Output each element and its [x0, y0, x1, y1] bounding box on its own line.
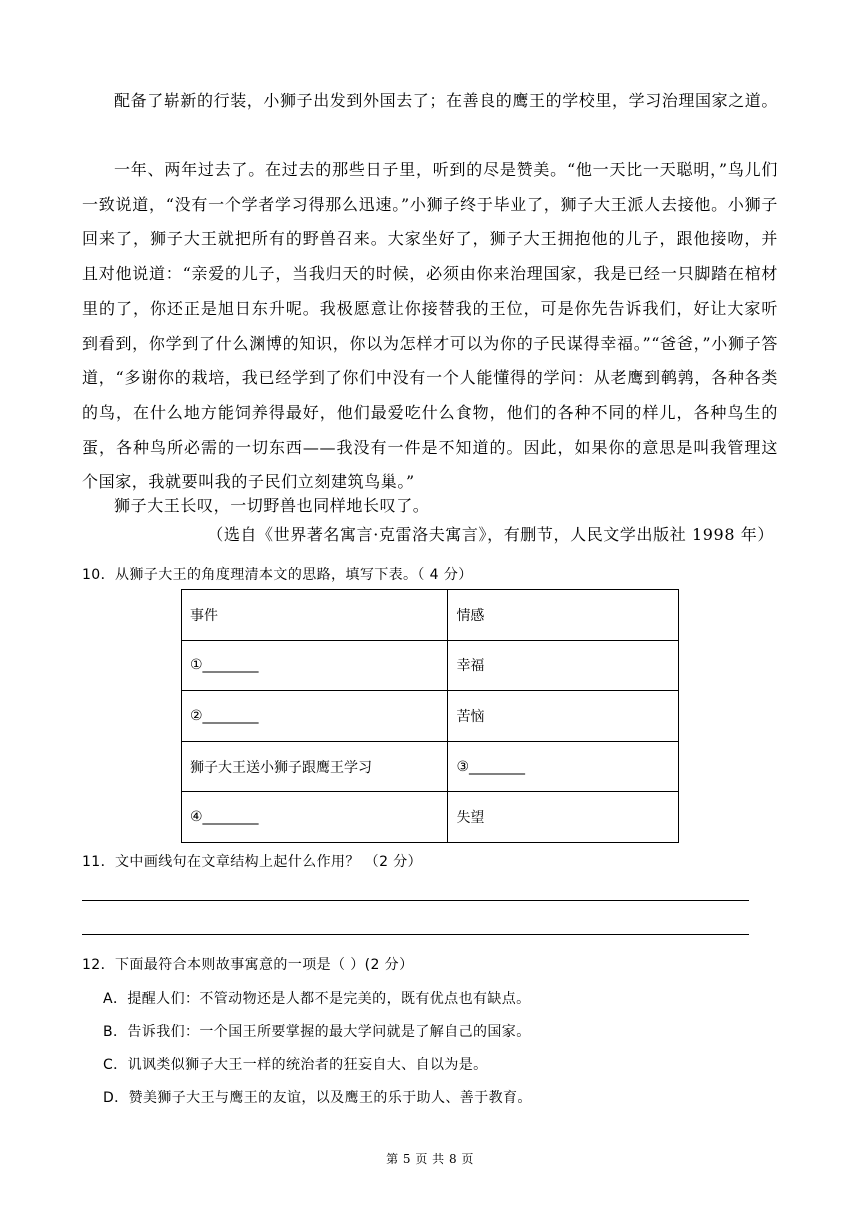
passage-paragraph-3: 狮子大王长叹，一切野兽也同样地长叹了。	[114, 496, 430, 515]
question-11-answer-line-1[interactable]	[82, 900, 749, 901]
question-11-answer-line-2[interactable]	[82, 934, 749, 935]
passage-paragraph-2: 一年、两年过去了。在过去的那些日子里，听到的尽是赞美。“他一天比一天聪明，”鸟儿们一致说道，“没有一个学者学习得那么迅速。”小狮子终于毕业了，狮子大王派人去接他。小狮子回来了，狮子大王就把所有的野兽召来。大家坐好了，狮子大王拥抱他的儿子，跟他接吻，并且对他说道：“亲爱的儿子，当我归天的时候，必须由你来治理国家，我是已经一只脚踏在棺材里的了，你还正是旭日东升呢。我极愿意让你接替我的王位，可是你先告诉我们，好让大家听到看到，你学到了什么渊博的知识，你以为怎样才可以为你的子民谋得幸福。”“爸爸，”小狮子答道，“多谢你的栽培，我已经学到了你们中没有一个人能懂得的学问：从老鹰到鹌鹑，各种各类的鸟，在什么地方能饲养得最好，他们最爱吃什么食物，他们的各种不同的样儿，各种鸟生的蛋，各种鸟所必需的一切东西——我没有一件是不知道的。因此，如果你的意思是叫我管理这个国家，我就要叫我的子民们立刻建筑鸟巢。”	[82, 160, 778, 492]
table-header-row	[182, 590, 679, 641]
table-cell-event: 狮子大王送小狮子跟鹰王学习	[182, 741, 448, 792]
question-10-table	[181, 589, 679, 843]
question-12-prompt: 12．下面最符合本则故事寓意的一项是（ ）(2 分）	[82, 957, 414, 973]
table-cell-emotion: 失望	[448, 792, 679, 843]
question-11-prompt: 11．文中画线句在文章结构上起什么作用？ （2 分）	[82, 854, 423, 870]
table-cell-event-blank-2[interactable]: ②________	[182, 691, 448, 742]
table-cell-emotion: 幸福	[448, 640, 679, 691]
table-cell-event-blank-1[interactable]: ①________	[182, 640, 448, 691]
passage-paragraph-1: 配备了崭新的行装，小狮子出发到外国去了；在善良的鹰王的学校里，学习治理国家之道。	[114, 91, 779, 110]
passage-source-citation: （选自《世界著名寓言·克雷洛夫寓言》，有删节，人民文学出版社 1998 年）	[207, 525, 774, 544]
table-row	[182, 741, 679, 792]
table-row	[182, 640, 679, 691]
table-header-emotion: 情感	[448, 590, 679, 641]
table-cell-event-blank-4[interactable]: ④________	[182, 792, 448, 843]
table-row	[182, 792, 679, 843]
page-number-footer: 第 5 页 共 8 页	[386, 1152, 474, 1166]
table-cell-emotion-blank-3[interactable]: ③________	[448, 741, 679, 792]
table-header-event: 事件	[182, 590, 448, 641]
table-cell-emotion: 苦恼	[448, 691, 679, 742]
question-12-option-b[interactable]: B．告诉我们：一个国王所要掌握的最大学问就是了解自己的国家。	[103, 1024, 531, 1040]
question-12-option-d[interactable]: D．赞美狮子大王与鹰王的友谊，以及鹰王的乐于助人、善于教育。	[103, 1090, 532, 1106]
question-12-option-c[interactable]: C．讥讽类似狮子大王一样的统治者的狂妄自大、自以为是。	[103, 1057, 488, 1073]
question-12-option-a[interactable]: A．提醒人们：不管动物还是人都不是完美的，既有优点也有缺点。	[103, 991, 531, 1007]
table-row	[182, 691, 679, 742]
question-10-prompt: 10．从狮子大王的角度理清本文的思路，填写下表。（ 4 分）	[82, 567, 473, 583]
